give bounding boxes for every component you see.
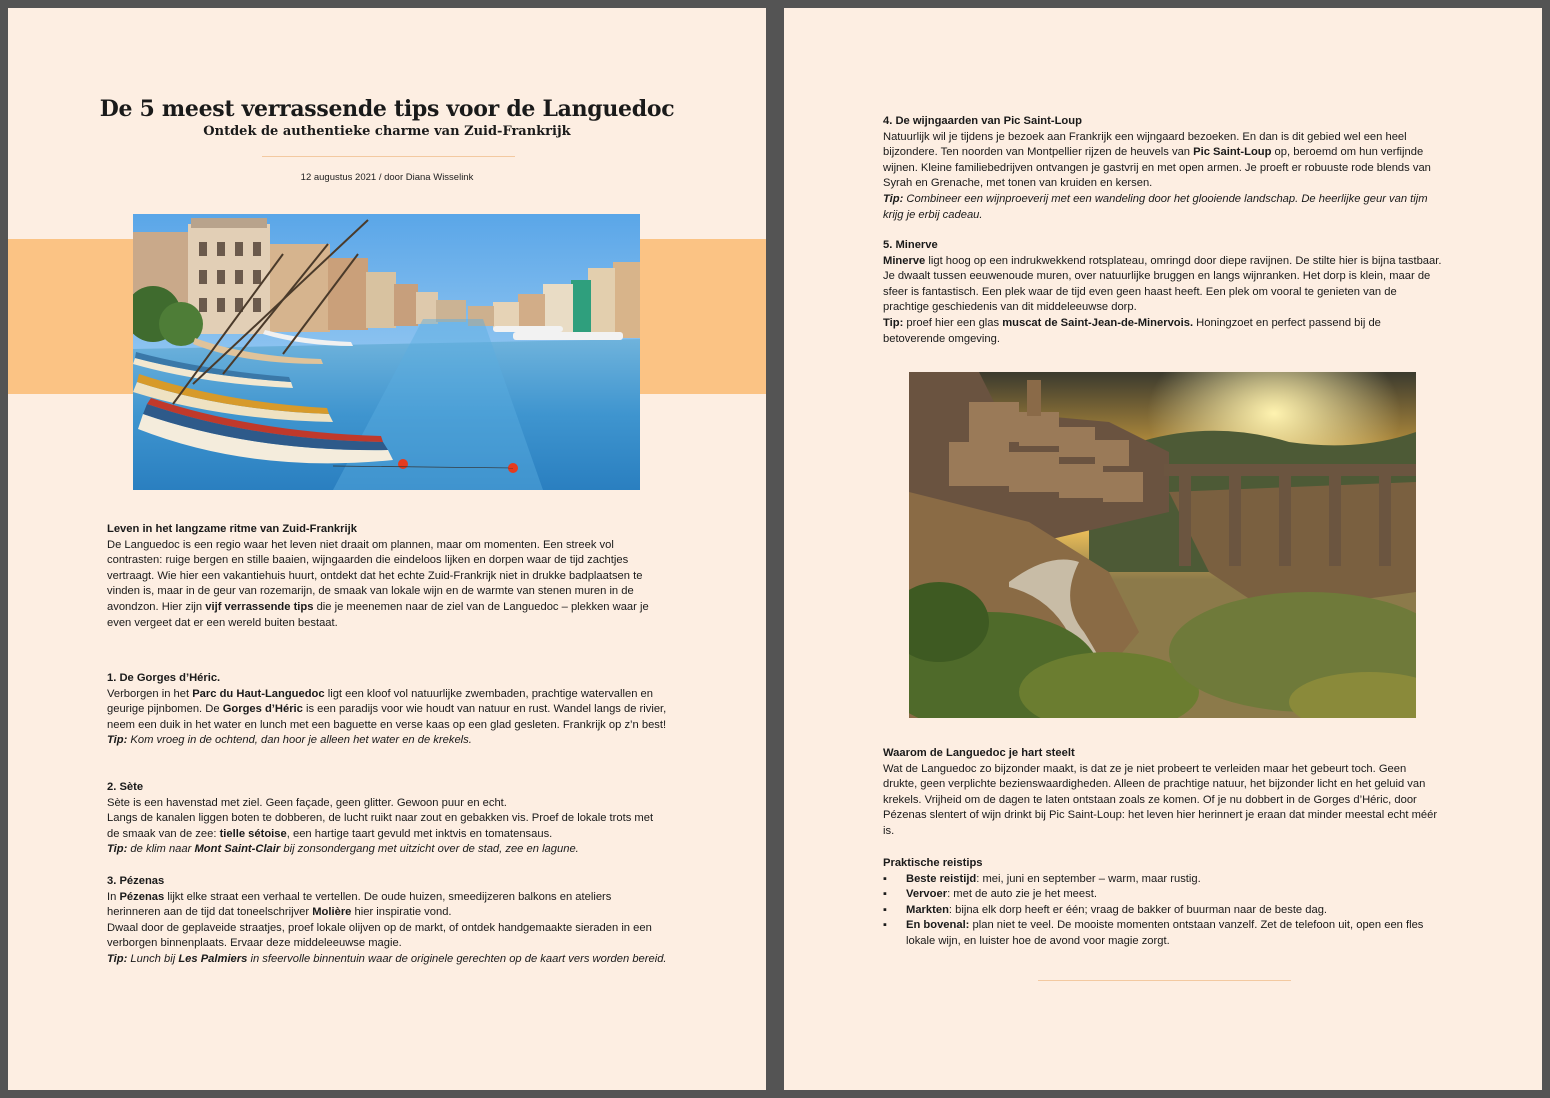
tip-1-bold: Gorges d’Héric	[222, 703, 303, 716]
practical-heading: Praktische reistips	[883, 857, 983, 869]
intro-text-bold: vijf verrassende tips	[205, 600, 314, 613]
tip-2-heading: 2. Sète	[107, 781, 144, 793]
byline: 12 augustus 2021 / door Diana Wisselink	[300, 172, 474, 183]
why-paragraph: Wat de Languedoc zo bijzonder maakt, is dat ze je niet probeert te verleiden maar het gebeurt toch. Geen drukte, geen verplichte bezienswaardigheden. Alleen de prachtige natuur, het bijzonder licht en het geluid van krekels. Vrijheid om de dagen te laten ontstaan zoals ze komen. Of je nu dobbert in de Gorges d’Héric, door Pézenas slentert of wijn drinkt bij Pic Saint-Loup: het leven hier herinnert je eraan dat minder meestal echt méér is.	[883, 762, 1438, 837]
tip-1-bold: Parc du Haut-Languedoc	[192, 687, 325, 700]
tip-2-line: Sète is een havenstad met ziel. Geen façade, geen glitter. Gewoon puur en echt.	[107, 796, 507, 809]
list-item-label: En bovenal:	[906, 919, 970, 932]
tip-label: Tip:	[107, 734, 128, 747]
list-item-label: Markten	[906, 903, 949, 916]
tip-5-section	[883, 238, 1443, 347]
tip-label: Tip:	[107, 952, 128, 965]
page-1	[8, 8, 766, 1090]
intro-heading: Leven in het langzame ritme van Zuid-Frankrijk	[107, 523, 357, 535]
tip-3-tip-bold: Les Palmiers	[178, 952, 248, 965]
tip-2-tip-bold: Mont Saint-Clair	[194, 843, 281, 856]
list-item-text: : bijna elk dorp heeft er één; vraag de bakker of buurman naar de beste dag.	[948, 903, 1328, 916]
tip-5-text: ligt hoog op een indrukwekkend rotsplateau, omringd door diepe ravijnen. De stilte hier is bijna tastbaar. Je dwaalt tussen eeuwenoude muren, over natuurlijke bruggen en langs wijnranken. Het dorp is klein, maar de sfeer is fantastisch. Een plek waar de tijd even geen haast heeft. Een plek om vooral te genieten van de prachtige geschiedenis van dit middeleeuwse dorp.	[883, 254, 1442, 314]
intro-text-b: die je meenemen naar de ziel van de Languedoc – plekken waar je even vergeet dat er een wereld buiten bestaat.	[107, 600, 649, 629]
tip-3-bold: Molière	[312, 906, 352, 919]
tip-label: Tip:	[883, 316, 904, 329]
why-section	[883, 746, 1443, 840]
list-item-label: Vervoer	[906, 888, 948, 901]
page-subtitle: Ontdek de authentieke charme van Zuid-Frankrijk	[203, 124, 571, 139]
tip-1-tip-text: Kom vroeg in de ochtend, dan hoor je alleen het water en de krekels.	[127, 734, 472, 747]
title-divider	[262, 156, 515, 157]
tip-2-paragraph	[107, 811, 667, 842]
list-item	[883, 918, 1443, 949]
sete-canal-photo	[133, 214, 640, 490]
list-item	[883, 872, 1443, 888]
tip-3-paragraph	[107, 890, 667, 921]
tip-1-tip	[107, 733, 667, 749]
intro-text-a: De Languedoc is een regio waar het leven niet draait om plannen, maar om momenten. Een streek vol contrasten: ruige bergen en stille baaien, wijngaarden die eindeloos lijken en dorpen waar de tijd zachtjes vertraagt. Wie hier een vakantiehuis huurt, ontdekt dat het echte Zuid-Frankrijk niet in drukke badplaatsen te vinden is, maar in de geur van rozemarijn, de smaak van lokale wijn en de warmte van stenen muren in de avondzon. Hier zijn	[107, 538, 643, 613]
page-2	[784, 8, 1542, 1090]
tip-1-heading: 1. De Gorges d’Héric.	[107, 672, 221, 684]
tip-3-text: hier inspiratie vond.	[351, 906, 452, 919]
tip-1-paragraph	[107, 687, 667, 734]
tip-5-heading: 5. Minerve	[883, 239, 938, 251]
tip-2-tip-text: bij zonsondergang met uitzicht over de stad, zee en lagune.	[280, 843, 579, 856]
list-item-text: : mei, juni en september – warm, maar rustig.	[976, 872, 1201, 885]
tip-1-section	[107, 671, 667, 749]
tip-1-text: Verborgen in het	[107, 687, 193, 700]
page-title: De 5 meest verrassende tips voor de Languedoc	[99, 96, 675, 122]
tip-2-tip-text: de klim naar	[127, 843, 195, 856]
tip-label: Tip:	[107, 843, 128, 856]
practical-list	[883, 872, 1443, 950]
tip-3-heading: 3. Pézenas	[107, 875, 165, 887]
tip-5-tip	[883, 316, 1443, 347]
tip-3-line: Dwaal door de geplaveide straatjes, proef lokale olijven op de markt, of ontdek handgemaakte sieraden in een verborgen binnenplaats. Ervaar deze middeleeuwse magie.	[107, 921, 652, 950]
tip-4-text: Natuurlijk wil je tijdens je bezoek aan Frankrijk een wijngaard bezoeken. En dan is dit gebied wel een heel bijzondere. Ten noorden van Montpellier rijzen de heuvels van	[883, 130, 1407, 159]
tip-4-section	[883, 114, 1443, 223]
list-item-text: plan niet te veel. De mooiste momenten ontstaan vanzelf. Zet de telefoon uit, open een fles lokale wijn, en luister hoe de avond voor magie zorgt.	[906, 919, 1424, 947]
intro-section	[107, 522, 667, 631]
list-item	[883, 887, 1443, 903]
tip-3-section	[107, 874, 667, 968]
list-item-text: : met de auto zie je het meest.	[947, 888, 1097, 901]
tip-4-paragraph	[883, 130, 1443, 192]
tip-3-tip-text: Lunch bij	[127, 952, 179, 965]
tip-4-tip	[883, 192, 1443, 223]
footer-divider	[1038, 980, 1291, 981]
practical-section	[883, 856, 1443, 950]
tip-3-bold: Pézenas	[119, 890, 165, 903]
tip-4-text: op, beroemd om hun verfijnde wijnen. Kleine familiebedrijven ontvangen je gastvrij en met open armen. Je proeft er robuuste rode blends van Syrah en Grenache, met tonen van kruiden en kersen.	[883, 146, 1431, 190]
tip-4-bold: Pic Saint-Loup	[1193, 146, 1272, 159]
tip-2-bold: tielle sétoise	[219, 827, 287, 840]
tip-2-section	[107, 780, 667, 858]
tip-5-bold: Minerve	[883, 254, 926, 267]
tip-3-tip-text: in sfeervolle binnentuin waar de originele gerechten op de kaart vers worden bereid.	[247, 952, 667, 965]
tip-5-tip-text: Honingzoet en perfect passend bij de betoverende omgeving.	[883, 316, 1381, 345]
tip-2-tip	[107, 842, 667, 858]
tip-3-text: In	[107, 890, 120, 903]
tip-3-tip	[107, 952, 667, 968]
tip-5-paragraph	[883, 254, 1443, 316]
intro-paragraph	[107, 538, 667, 632]
tip-2-text: , een hartige taart gevuld met inktvis en tomatensaus.	[286, 827, 553, 840]
list-item	[883, 903, 1443, 919]
tip-3-text: lijkt elke straat een verhaal te vertellen. De oude huizen, smeedijzeren balkons en ateliers herinneren aan de tijd dat toneelschrijver	[107, 890, 612, 919]
minerve-village-photo	[909, 372, 1416, 718]
tip-1-text: ligt een kloof vol natuurlijke zwembaden, prachtige watervallen en geurige pijnbomen. De	[107, 687, 653, 716]
why-heading: Waarom de Languedoc je hart steelt	[883, 747, 1075, 759]
tip-1-text: is een paradijs voor wie houdt van natuur en rust. Wandel langs de rivier, neem een duik in het water en lunch met een baguette en verse kaas op een glad gesleten. Frankrijk op z’n best!	[107, 703, 667, 731]
tip-4-tip-text: Combineer een wijnproeverij met een wandeling door het glooiende landschap. De heerlijke geur van tijm krijg je erbij cadeau.	[883, 192, 1428, 221]
tip-4-heading: 4. De wijngaarden van Pic Saint-Loup	[883, 115, 1082, 127]
tip-2-text: Langs de kanalen liggen boten te dobberen, de lucht ruikt naar zout en gebakken vis. Proef de lokale trots met de smaak van de zee:	[107, 812, 654, 840]
tip-5-tip-text: proef hier een glas	[903, 316, 1003, 329]
tip-label: Tip:	[883, 192, 904, 205]
list-item-label: Beste reistijd	[906, 872, 977, 885]
tip-5-tip-bold: muscat de Saint-Jean-de-Minervois.	[1002, 316, 1194, 329]
